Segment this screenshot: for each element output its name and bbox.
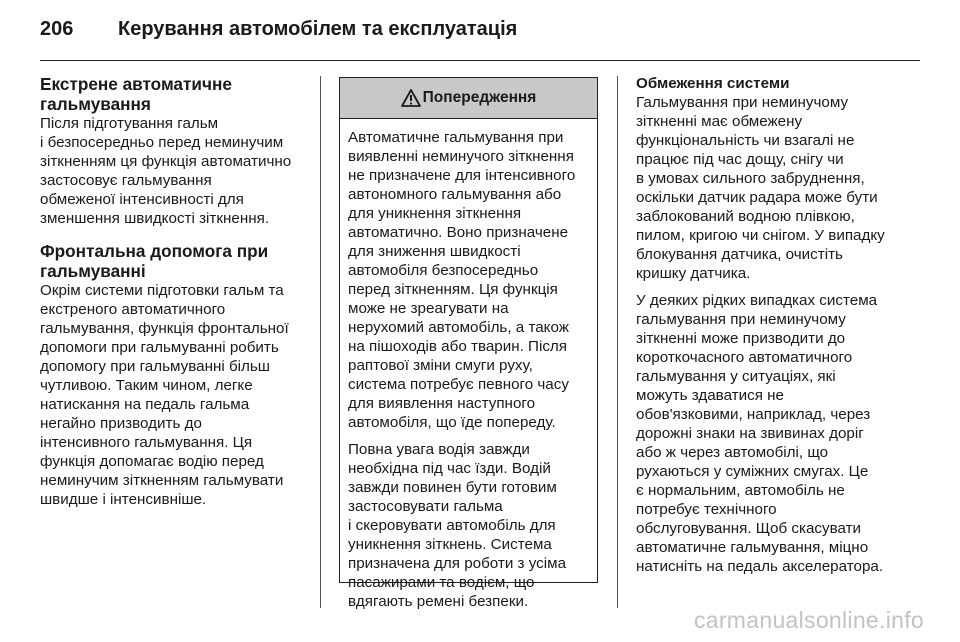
text-line: зіткненні може призводити до xyxy=(636,330,846,347)
column-divider-right xyxy=(617,76,618,608)
warning-paragraph-1 xyxy=(348,128,589,432)
front-brake-assist-text xyxy=(40,281,312,509)
text-line: можуть здаватися не xyxy=(636,387,784,404)
text-line: потребує технічного xyxy=(636,501,777,518)
text-line: Автоматичне гальмування при xyxy=(348,129,564,146)
text-line: завжди повинен бути готовим xyxy=(348,479,557,496)
text-line: в умовах сильного забруднення, xyxy=(636,170,865,187)
text-line: і безпосередньо перед неминучим xyxy=(40,134,284,151)
header-rule xyxy=(40,60,920,61)
text-line: працює під час дощу, снігу чи xyxy=(636,151,844,168)
warning-box xyxy=(339,77,598,610)
warning-header xyxy=(340,78,597,119)
text-line: заблокований водною плівкою, xyxy=(636,208,855,225)
text-line: і скеровувати автомобіль для xyxy=(348,517,556,534)
title-line: гальмування xyxy=(40,94,151,114)
text-line: гальмування, функція фронтальної xyxy=(40,320,289,337)
title-line: Фронтальна допомога при xyxy=(40,241,269,261)
text-line: чутливою. Таким чином, легке xyxy=(40,377,253,394)
text-line: гальмування при неминучому xyxy=(636,311,846,328)
text-line: функція допомагає водію перед xyxy=(40,453,264,470)
text-line: У деяких рідких випадках система xyxy=(636,292,878,309)
text-line: або ж через автомобілі, що xyxy=(636,444,829,461)
text-line: інтенсивного гальмування. Ця xyxy=(40,434,253,451)
text-line: перед зіткненням. Ця функція xyxy=(348,281,558,298)
text-line: допомоги при гальмуванні робить xyxy=(40,339,279,356)
text-line: натисніть на педаль акселератора. xyxy=(636,558,884,575)
text-line: є нормальним, автомобіль не xyxy=(636,482,845,499)
page-header xyxy=(40,18,920,41)
warning-title: Попередження xyxy=(422,89,537,106)
text-line: зіткненні має обмежену xyxy=(636,113,803,130)
text-line: екстреного автоматичного xyxy=(40,301,226,318)
text-line: уникнення зіткнень. Система xyxy=(348,536,552,553)
text-line: Окрім системи підготовки гальм та xyxy=(40,282,284,299)
text-line: автоматично. Воно призначене xyxy=(348,224,569,241)
column-left xyxy=(40,74,312,517)
system-limits-paragraph-1 xyxy=(636,93,908,283)
text-line: обмеженої інтенсивності для xyxy=(40,191,244,208)
text-line: дорожні знаки на звивинах доріг xyxy=(636,425,864,442)
text-line: обслуговування. Щоб скасувати xyxy=(636,520,862,537)
text-line: нерухомий автомобіль, а також xyxy=(348,319,569,336)
column-divider-left xyxy=(320,76,321,608)
text-line: функціональність чи взагалі не xyxy=(636,132,855,149)
text-line: обов'язковими, наприклад, через xyxy=(636,406,871,423)
text-line: на пішоходів або тварин. Після xyxy=(348,338,568,355)
text-line: Після підготування гальм xyxy=(40,115,219,132)
text-line: Повна увага водія завжди xyxy=(348,441,530,458)
text-line: система потребує певного часу xyxy=(348,376,569,393)
text-line: для виявлення наступного xyxy=(348,395,536,412)
page-number: 206 xyxy=(40,18,74,40)
text-line: пилом, кригою чи снігом. У випадку xyxy=(636,227,885,244)
text-line: неминучим зіткненням гальмувати xyxy=(40,472,284,489)
text-line: зменшення швидкості зіткнення. xyxy=(40,210,270,227)
watermark: carmanualsonline.info xyxy=(693,607,924,633)
text-line: застосовує гальмування xyxy=(40,172,212,189)
title-line: Екстрене автоматичне xyxy=(40,74,232,94)
text-line: не призначене для інтенсивного xyxy=(348,167,576,184)
section-title-emergency-braking xyxy=(40,74,312,114)
section-title-front-brake-assist xyxy=(40,241,312,281)
emergency-braking-text xyxy=(40,114,312,228)
text-line: раптової зміни смуги руху, xyxy=(348,357,533,374)
text-line: автомобіля, що їде попереду. xyxy=(348,414,556,431)
text-line: автоматичне гальмування, міцно xyxy=(636,539,869,556)
text-line: застосовувати гальма xyxy=(348,498,503,515)
text-line: виявленні неминучого зіткнення xyxy=(348,148,574,165)
text-line: гальмування у ситуаціях, які xyxy=(636,368,836,385)
warning-paragraph-2 xyxy=(348,440,589,611)
text-line: може не зреагувати на xyxy=(348,300,509,317)
text-line: допомогу при гальмуванні більш xyxy=(40,358,270,375)
text-line: для уникнення зіткнення xyxy=(348,205,522,222)
system-limits-paragraph-2 xyxy=(636,291,908,576)
text-line: призначена для роботи з усіма xyxy=(348,555,567,572)
text-line: блокування датчика, очистіть xyxy=(636,246,843,263)
text-line: негайно призводить до xyxy=(40,415,202,432)
column-right xyxy=(636,74,908,584)
text-line: швидше і інтенсивніше. xyxy=(40,491,207,508)
title-line: гальмуванні xyxy=(40,261,146,281)
warning-body xyxy=(340,119,597,611)
text-line: пасажирами та водієм, що xyxy=(348,574,535,591)
text-line: короткочасного автоматичного xyxy=(636,349,853,366)
text-line: автономного гальмування або xyxy=(348,186,562,203)
section-title-system-limits: Обмеження системи xyxy=(636,75,790,92)
text-line: зіткненням ця функція автоматично xyxy=(40,153,292,170)
chapter-title: Керування автомобілем та експлуатація xyxy=(118,18,518,40)
text-line: для зниження швидкості xyxy=(348,243,521,260)
warning-triangle-icon xyxy=(401,89,421,107)
text-line: кришку датчика. xyxy=(636,265,751,282)
text-line: необхідна під час їзди. Водій xyxy=(348,460,551,477)
text-line: Гальмування при неминучому xyxy=(636,94,849,111)
text-line: рухаються у суміжних смугах. Це xyxy=(636,463,869,480)
text-line: оскільки датчик радара може бути xyxy=(636,189,878,206)
text-line: натискання на педаль гальма xyxy=(40,396,250,413)
text-line: автомобіля безпосередньо xyxy=(348,262,539,279)
text-line: вдягають ремені безпеки. xyxy=(348,593,529,610)
